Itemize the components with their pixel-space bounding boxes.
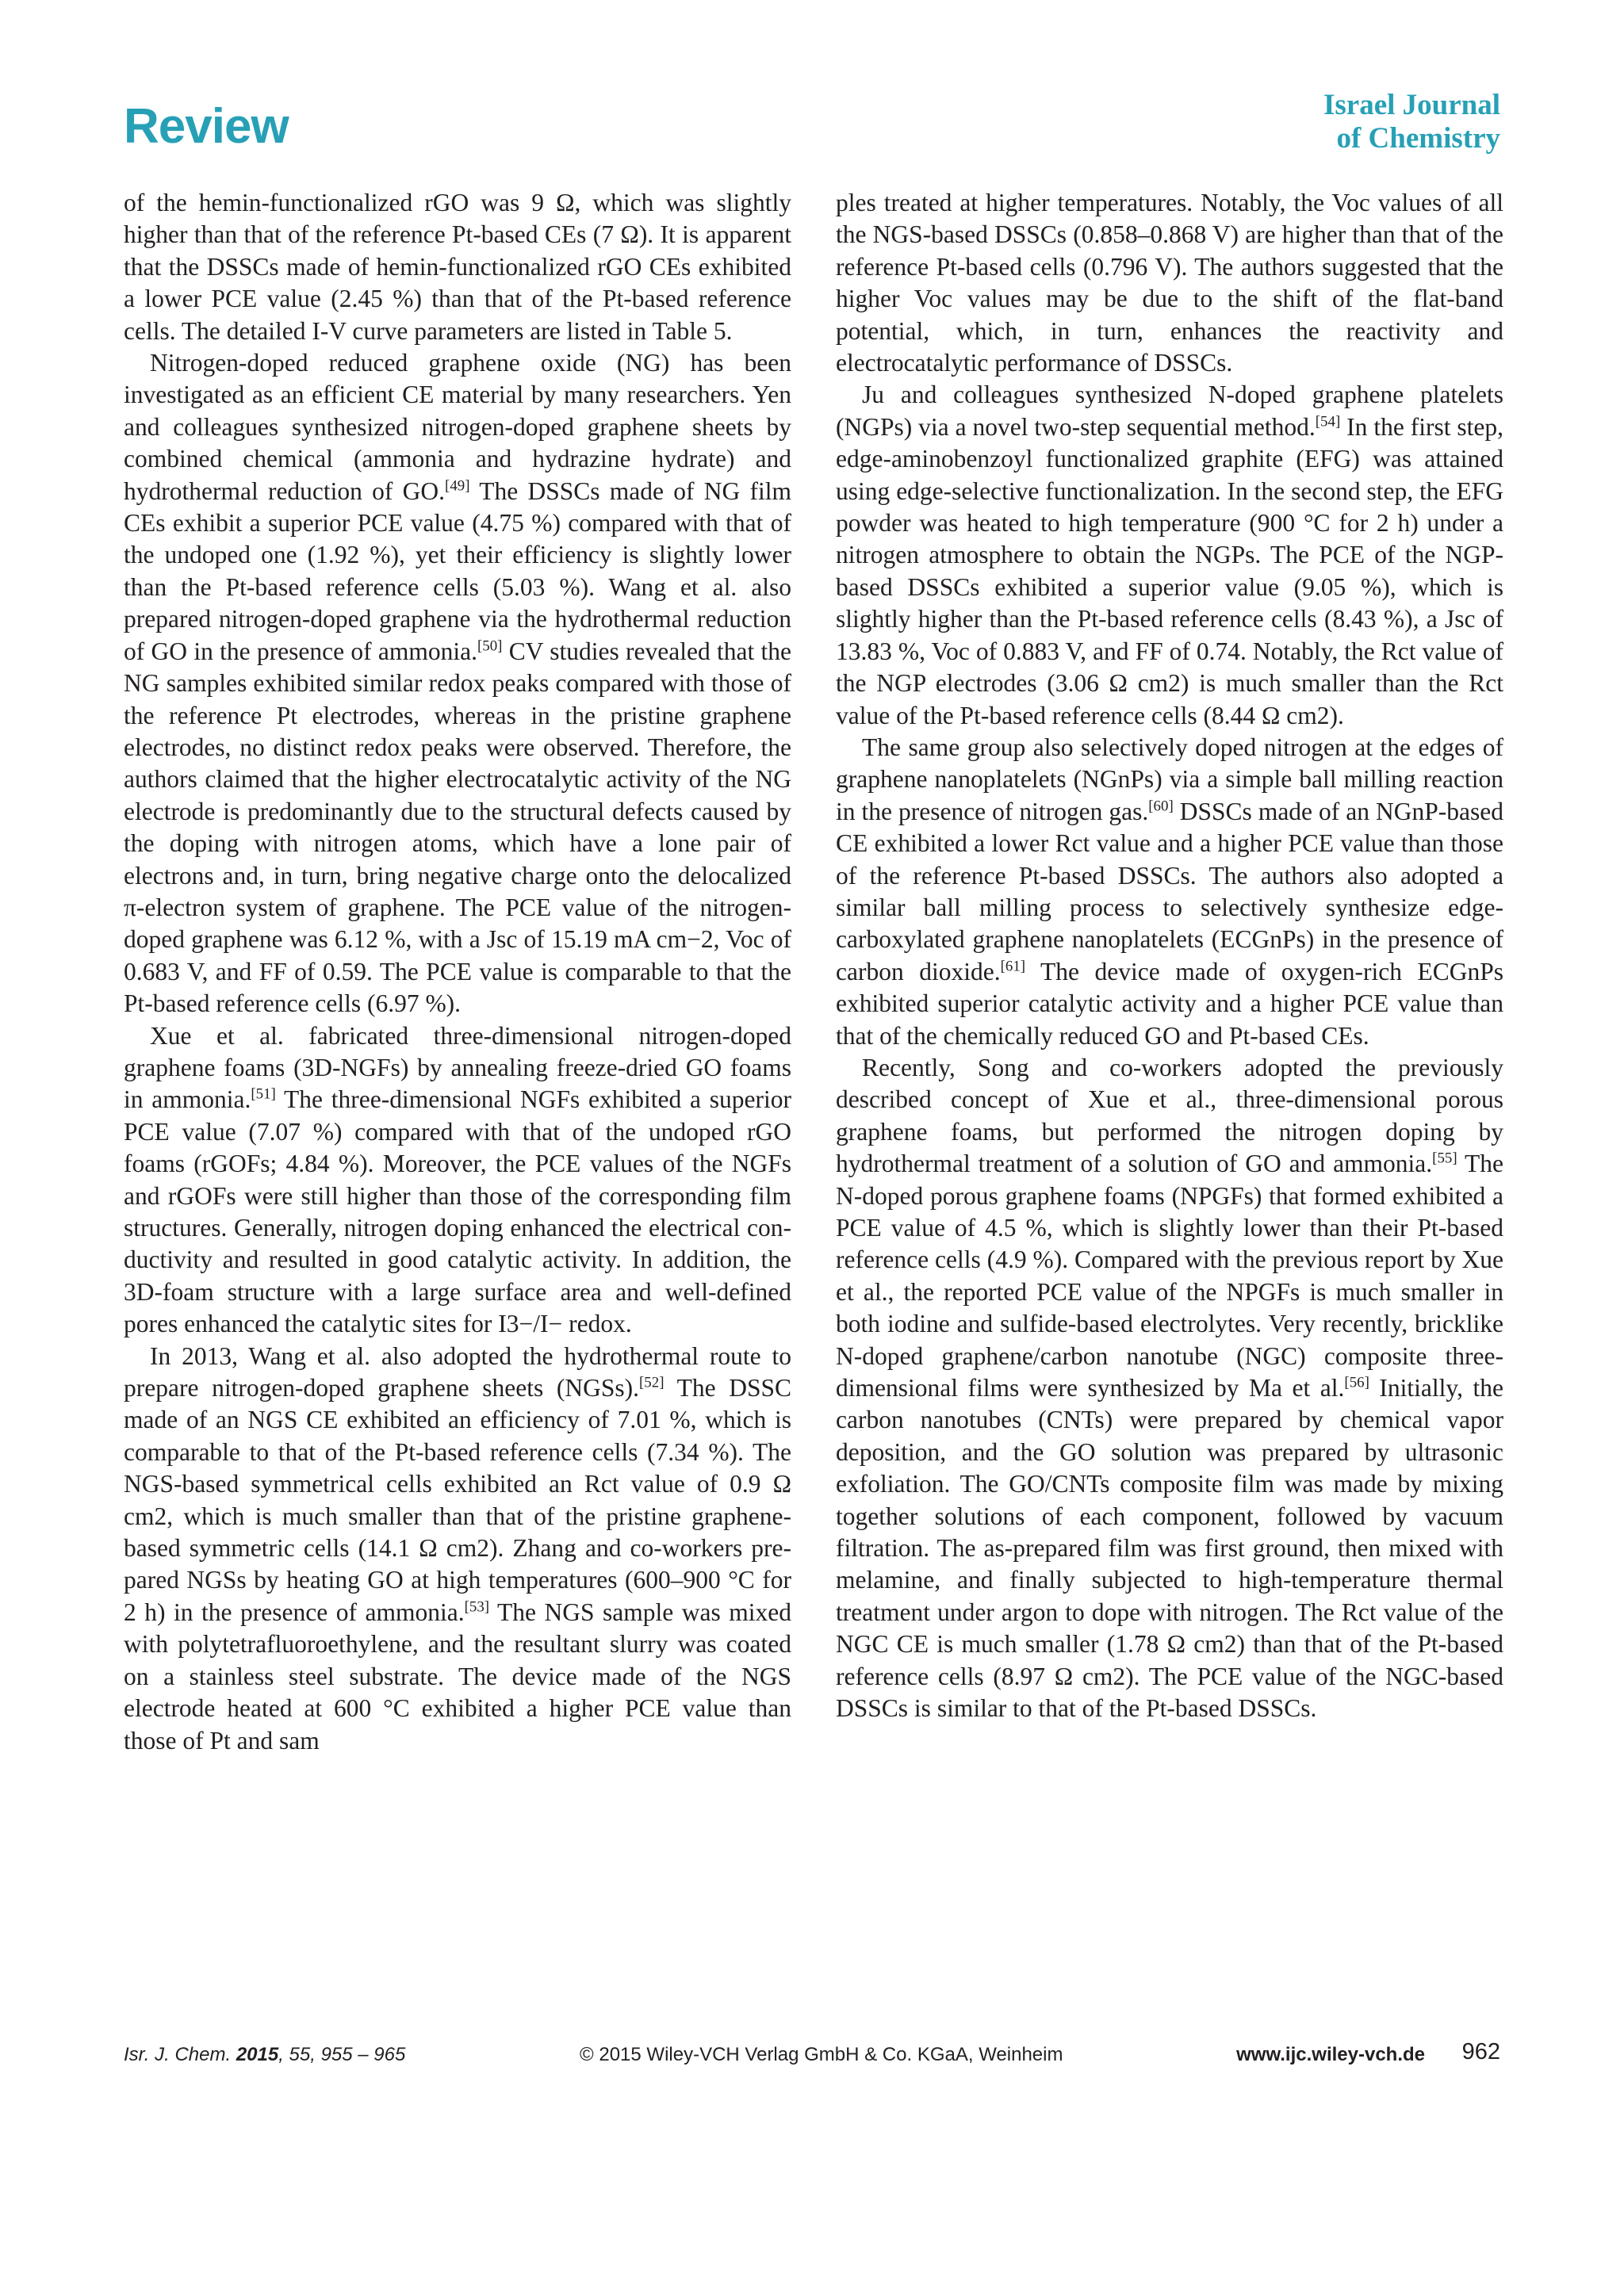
reference-marker: [60] <box>1148 798 1174 815</box>
paragraph: ples treated at higher temperatures. Notably, the Voc values of all the NGS-based DSSCs (0.858–0.868 V) are higher than that of the reference Pt-based cells (0.796 V). The authors suggested that the higher Voc values may be due to the shift of the flat-band potential, which, in turn, enhances the reactivity and electrocatalytic performance of DSSCs. <box>836 189 1503 377</box>
reference-marker: [51] <box>251 1085 276 1103</box>
journal-name-line2: of Chemistry <box>1336 122 1500 155</box>
reference-marker: [49] <box>445 477 470 495</box>
copyright: © 2015 Wiley-VCH Verlag GmbH & Co. KGaA, Weinheim <box>580 2044 1063 2065</box>
reference-marker: [53] <box>464 1598 490 1616</box>
paragraph: Nitrogen-doped reduced graphene oxide (NG) has been investigated as an efficient CE material by many researchers. Yen and colleagues synthesized nitrogen-doped graphene sheets by combined chemical (ammonia and hydrazine hydrate) and hydrothermal reduction of GO.[49] The DSSCs made of NG film CEs exhibit a superior PCE value (4.75 %) compared with that of the undoped one (1.92 %), yet their efficiency is slightly lower than the Pt-based reference cells (5.03 %). Wang et al. also prepared nitrogen-doped graphene via the hydrothermal reduction of GO in the presence of ammonia.[50] CV studies revealed that the NG samples exhibited similar redox peaks compared with those of the reference Pt electrodes, whereas in the pristine graphene electrodes, no distinct redox peaks were observed. Therefore, the authors claimed that the higher electrocatalytic activity of the NG electrode is predominantly due to the structural defects caused by the doping with nitrogen atoms, which have a lone pair of electrons and, in turn, bring negative charge onto the delocalized π-electron system of graphene. The PCE value of the nitrogen-doped graphene was 6.12 %, with a Jsc of 15.19 mA cm−2, Voc of 0.683 V, and FF of 0.59. The PCE value is comparable to that the Pt-based reference cells (6.97 %). <box>124 349 791 1018</box>
left-column <box>124 187 791 1757</box>
paragraph: The same group also selectively doped nitrogen at the edges of graphene nanoplatelets (NGnPs) via a simple ball milling reaction in the presence of nitrogen gas.[60] DSSCs made of an NGnP-based CE exhibited a lower Rct value and a higher PCE value than those of the reference Pt-based DSSCs. The authors also adopted a similar ball milling process to selectively synthesize edge-carboxylated graphene nanoplatelets (ECGnPs) in the presence of carbon dioxide.[61] The device made of oxygen-rich ECGnPs exhibited superior catalytic activity and a higher PCE value than that of the chemically reduced GO and Pt-based CEs. <box>836 733 1503 1050</box>
reference-marker: [52] <box>639 1374 665 1391</box>
paragraph: Recently, Song and co-workers adopted the previously described concept of Xue et al., three-dimensional porous graphene foams, but performed the nitrogen doping by hydrothermal treatment of a solution of GO and ammonia.[55] The N-doped porous graphene foams (NPGFs) that formed exhibited a PCE value of 4.5 %, which is slightly lower than their Pt-based reference cells (4.9 %). Compared with the previous report by Xue et al., the reported PCE value of the NPGFs is much smaller in both iodine and sulfide-based electrolytes. Very recently, bricklike N-doped graphene/carbon nanotube (NGC) composite three-dimensional films were synthesized by Ma et al.[56] Initially, the carbon nanotubes (CNTs) were prepared by chemical vapor deposition, and the GO solution was prepared by ultrasonic exfoliation. The GO/CNTs composite film was made by mixing together solutions of each component, followed by vacuum filtration. The as-prepared film was first ground, then mixed with melamine, and finally subjected to high-temperature thermal treatment under argon to dope with nitrogen. The Rct value of the NGC CE is much smaller (1.78 Ω cm2) than that of the Pt-based reference cells (8.97 Ω cm2). The PCE value of the NGC-based DSSCs is similar to that of the Pt-based DSSCs. <box>836 1053 1504 1723</box>
reference-marker: [61] <box>1000 958 1026 975</box>
page-number: 962 <box>1461 2039 1500 2064</box>
citation <box>124 2044 405 2066</box>
reference-marker: [56] <box>1344 1374 1369 1391</box>
journal-name-line1: Israel Journal <box>1323 89 1500 121</box>
reference-marker: [55] <box>1432 1150 1457 1167</box>
citation-year: 2015 <box>236 2044 279 2065</box>
paragraph: Ju and colleagues synthesized N-doped graphene platelets (NGPs) via a novel two-step sequential method.[54] In the first step, edge-aminobenzoyl functionalized graphite (EFG) was attained using edge-selective functionalization. In the second step, the EFG powder was heated to high temperature (900 °C for 2 h) under a nitrogen atmosphere to obtain the NGPs. The PCE of the NGP-based DSSCs exhibited a superior value (9.05 %), which is slightly higher than the Pt-based reference cells (8.43 %), a Jsc of 13.83 %, Voc of 0.883 V, and FF of 0.74. Notably, the Rct value of the NGP electrodes (3.06 Ω cm2) is much smaller than the Rct value of the Pt-based reference cells (8.44 Ω cm2). <box>836 381 1503 729</box>
journal-website-link[interactable]: www.ijc.wiley-vch.de <box>1236 2044 1425 2065</box>
citation-pages: , 55, 955 – 965 <box>278 2044 406 2065</box>
page-footer <box>124 2039 1500 2071</box>
paragraph: In 2013, Wang et al. also adopted the hydrothermal route to prepare nitrogen-doped graphene sheets (NGSs).[52] The DSSC made of an NGS CE exhibited an efficiency of 7.01 %, which is comparable to that of the Pt-based reference cells (7.34 %). The NGS-based symmetrical cells exhibited an Rct value of 0.9 Ω cm2, which is much smaller than that of the pristine graphene-based symmetric cells (14.1 Ω cm2). Zhang and co-workers prepared NGSs by heating GO at high temperatures (600–900 °C for 2 h) in the presence of ammonia.[53] The NGS sample was mixed with polytetrafluoroethylene, and the resultant slurry was coated on a stainless steel substrate. The device made of the NGS electrode heated at 600 °C exhibited a higher PCE value than those of Pt and sam <box>124 1341 791 1755</box>
journal-name <box>1323 89 1500 155</box>
reference-marker: [54] <box>1315 413 1341 430</box>
right-column <box>836 187 1503 1725</box>
citation-journal: Isr. J. Chem. <box>124 2044 232 2065</box>
section-label: Review <box>124 99 289 154</box>
paragraph: Xue et al. fabricated three-dimensional nitrogen-doped graphene foams (3D-NGFs) by annealing freeze-dried GO foams in ammonia.[51] The three-dimensional NGFs exhibited a superior PCE value (7.07 %) compared with that of the undoped rGO foams (rGOFs; 4.84 %). Moreover, the PCE values of the NGFs and rGOFs were still higher than those of the corresponding film structures. Generally, nitrogen doping enhanced the electrical conductivity and resulted in good catalytic activity. In addition, the 3D-foam structure with a large surface area and well-defined pores enhanced the catalytic sites for I3−/I− redox. <box>124 1021 791 1338</box>
paragraph: of the hemin-functionalized rGO was 9 Ω, which was slightly higher than that of the reference Pt-based CEs (7 Ω). It is apparent that the DSSCs made of hemin-functionalized rGO CEs exhibited a lower PCE value (2.45 %) than that of the Pt-based reference cells. The detailed I-V curve parameters are listed in Table 5. <box>124 189 791 345</box>
reference-marker: [50] <box>477 637 503 655</box>
